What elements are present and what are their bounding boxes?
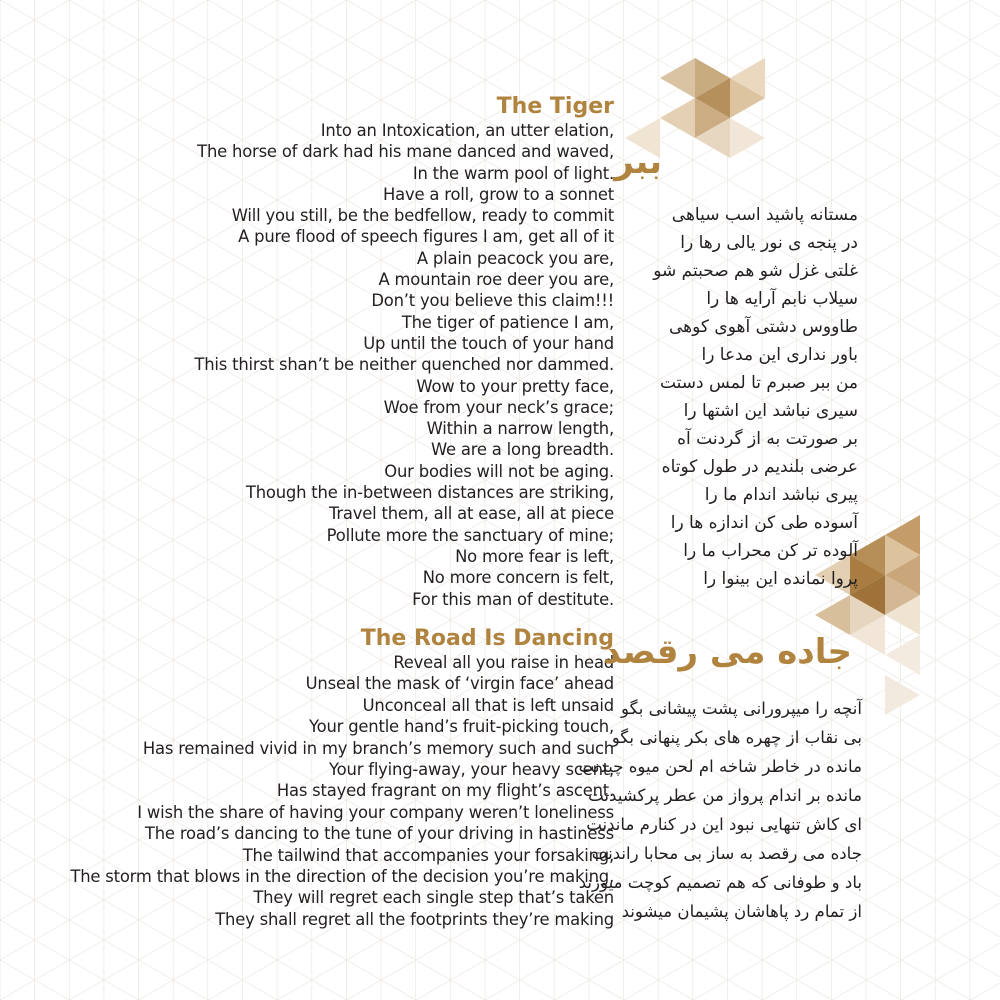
poem-line: The tiger of patience I am, <box>401 312 614 332</box>
poem-line: Reveal all you raise in head <box>393 653 614 672</box>
poem-line: بر صورتت به از گردنت آه <box>677 429 858 449</box>
poem-title: The Road Is Dancing <box>360 626 614 651</box>
poem-line: Has stayed fragrant on my flight’s ascent. <box>276 781 614 801</box>
poem-line: مستانه پاشید اسب سیاهی <box>671 205 858 225</box>
poem-line: The tailwind that accompanies your forsaking, <box>242 845 614 865</box>
poem-road-persian <box>579 694 862 926</box>
poem-tiger-english <box>194 94 614 610</box>
poem-line: Woe from your neck’s grace; <box>383 397 614 417</box>
poem-line: سیری نباشد این اشتها را <box>683 401 858 421</box>
poem-line: باد و طوفانی که هم تصمیم کوچت میوزند <box>578 873 862 892</box>
poem-line: For this man of destitute. <box>412 589 614 609</box>
poem-line: Your flying-away, your heavy scent, <box>329 760 614 780</box>
poem-line: We are a long breadth. <box>430 440 614 460</box>
poem-line: Into an Intoxication, an utter elation, <box>320 121 614 140</box>
poem-line: In the warm pool of light. <box>412 163 614 183</box>
poem-line: Has remained vivid in my branch’s memory such and such <box>142 738 614 758</box>
poem-line: Unconceal all that is left unsaid <box>362 695 614 715</box>
poem-line: آسوده طی کن اندازه ها را <box>670 513 858 533</box>
poem-line: پیری نباشد اندام ما را <box>704 485 858 505</box>
poem-lines-persian <box>579 694 862 926</box>
poem-title: The Tiger <box>496 94 614 119</box>
poem-line: عرضی بلندیم در طول کوتاه <box>661 457 858 477</box>
poem-line: باور نداری این مدعا را <box>701 345 858 365</box>
poem-line: They shall regret all the footprints they’re making <box>215 909 614 929</box>
poem-line: This thirst shan’t be neither quenched nor dammed. <box>194 355 614 375</box>
poem-line: من ببر صبرم تا لمس دستت <box>659 373 858 393</box>
poem-line: Within a narrow length, <box>426 419 614 439</box>
poem-road-english <box>70 626 614 930</box>
poem-line: مانده بر اندام پرواز من عطر پرکشیدنت <box>588 786 862 805</box>
poem-line: Pollute more the sanctuary of mine; <box>326 525 614 545</box>
poem-line: آنچه را میپرورانی پشت پیشانی بگو <box>621 699 862 718</box>
poem-line: جاده می رقصد به ساز بی محابا راندنت <box>591 844 862 863</box>
poem-line: مانده در خاطر شاخه ام لحن میوه چیدنت <box>578 757 862 776</box>
poem-line: They will regret each single step that’s taken <box>253 888 614 908</box>
poem-line: The horse of dark had his mane danced and waved, <box>197 142 614 162</box>
poem-title-persian: جاده می رقصد <box>603 632 852 672</box>
poem-line: Up until the touch of your hand <box>363 333 614 353</box>
poem-line: طاووس دشتی آهوی کوهی <box>669 317 858 337</box>
poem-line: Don’t you believe this claim!!! <box>371 291 614 311</box>
poem-line: Your gentle hand’s fruit-picking touch, <box>309 717 614 737</box>
poem-lines <box>70 652 614 930</box>
poem-tiger-persian-heading <box>614 142 662 182</box>
poem-line: آلوده تر کن محراب ما را <box>683 541 858 561</box>
poem-line: A mountain roe deer you are, <box>378 270 614 290</box>
poem-line: No more fear is left, <box>455 546 614 566</box>
poem-line: سیلاب نابم آرایه ها را <box>706 289 858 309</box>
poem-line: A plain peacock you are, <box>416 248 614 268</box>
poem-title-persian: ببر <box>614 142 662 182</box>
poem-line: I wish the share of having your company weren’t loneliness <box>137 802 614 822</box>
poem-road-persian-heading <box>603 632 852 672</box>
poem-line: بی نقاب از چهره های بکر پنهانی بگو <box>611 728 862 747</box>
poem-line: Wow to your pretty face, <box>416 376 614 396</box>
poem-line: Our bodies will not be aging. <box>384 461 614 481</box>
poem-line: Unseal the mask of ‘virgin face’ ahead <box>305 674 614 694</box>
poem-line: No more concern is felt, <box>422 568 614 588</box>
poem-lines <box>194 120 614 610</box>
poem-line: Have a roll, grow to a sonnet <box>383 184 614 204</box>
poem-line: Travel them, all at ease, all at piece <box>328 504 614 524</box>
poem-line: پروا نمانده این بینوا را <box>703 569 858 589</box>
poem-lines-persian <box>653 201 858 593</box>
poem-line: در پنجه ی نور یالی رها را <box>680 233 858 253</box>
poem-line: The storm that blows in the direction of the decision you’re making, <box>70 867 614 887</box>
poem-line: ای کاش تنهایی نبود این در کنارم ماندنت <box>586 815 862 834</box>
poem-line: The road’s dancing to the tune of your driving in hastiness <box>144 824 614 844</box>
poem-tiger-persian <box>653 201 858 593</box>
poem-line: A pure flood of speech figures I am, get all of it <box>238 227 614 247</box>
poem-line: غلتی غزل شو هم صحبتم شو <box>653 261 858 281</box>
poem-line: Though the in-between distances are striking, <box>245 483 614 503</box>
poem-line: Will you still, be the bedfellow, ready to commit <box>231 206 614 226</box>
poem-line: از تمام رد پاهاشان پشیمان میشوند <box>621 902 862 921</box>
